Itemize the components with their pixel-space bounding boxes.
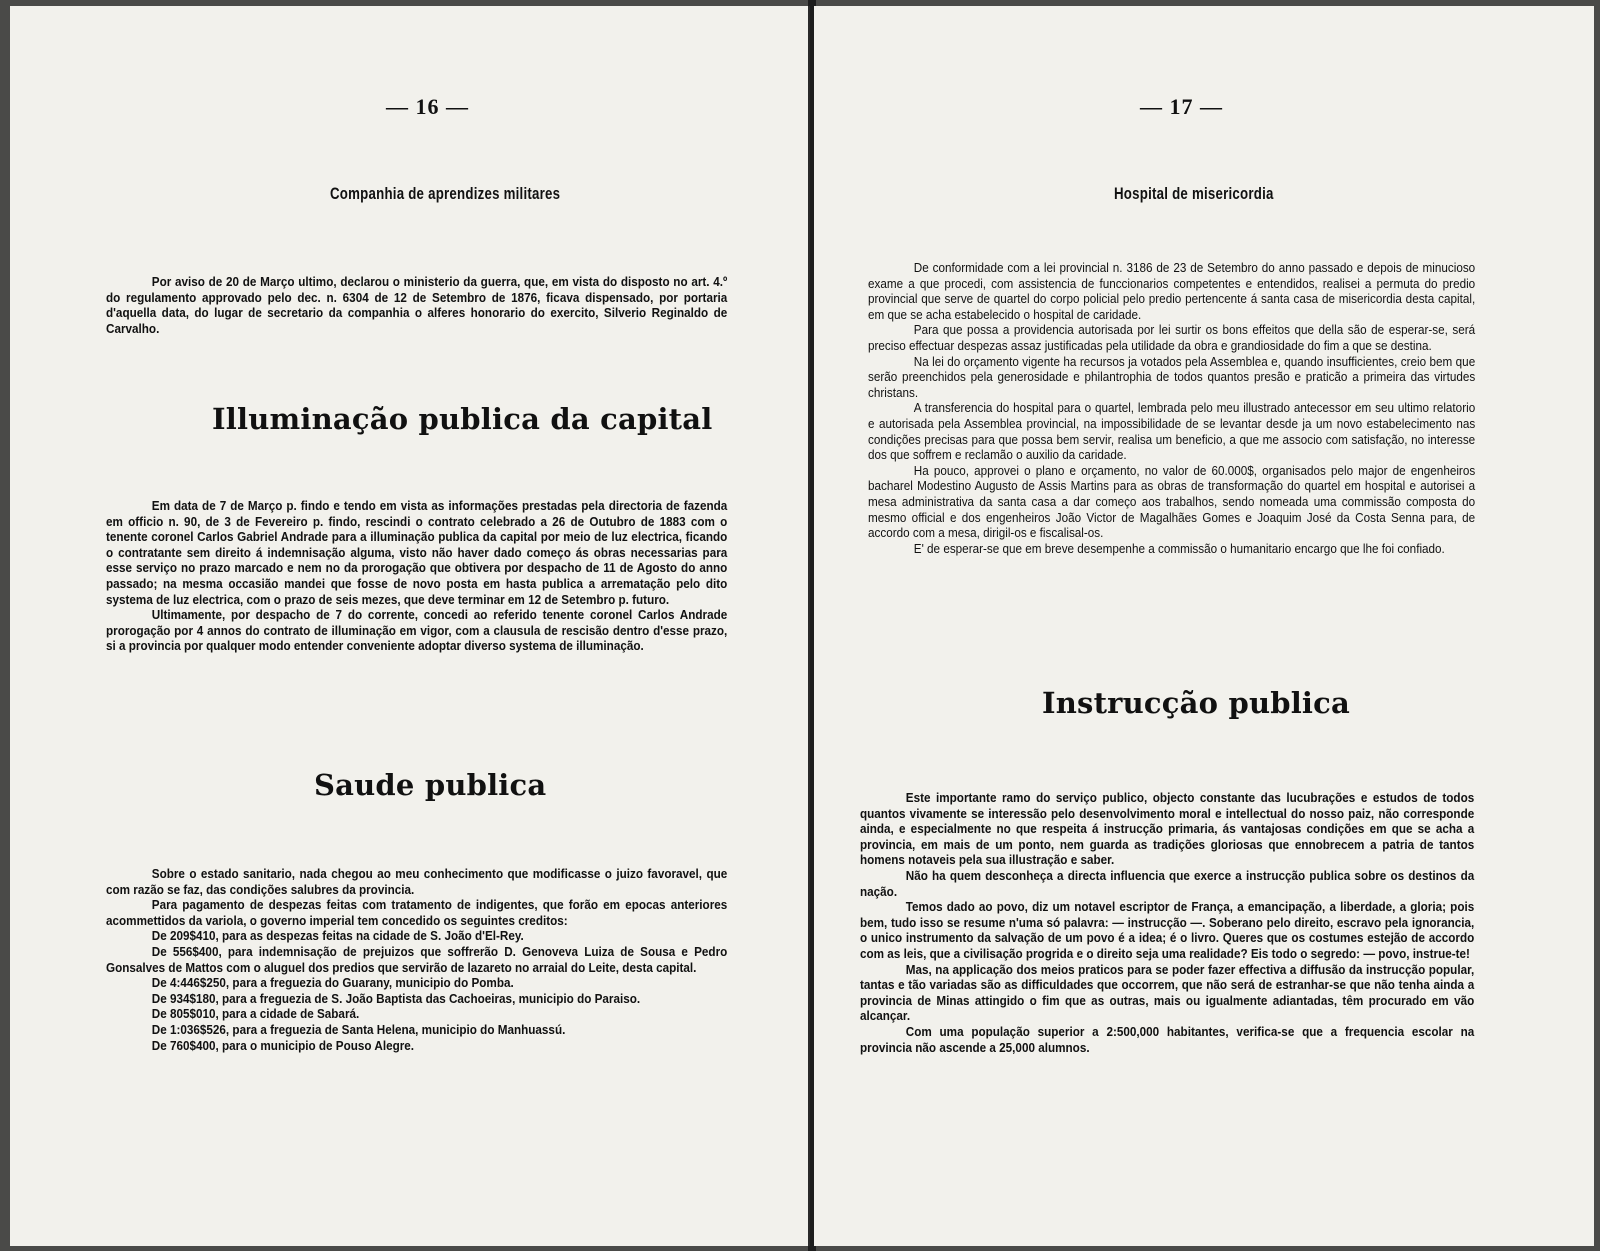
credit-item: De 1:036$526, para a freguezia de Santa Helena, municipio do Manhuassú. (151, 1021, 566, 1037)
paragraph: E' de esperar-se que em breve desempenhe a commissão o humanitario encargo que lhe foi confiado. (913, 540, 1445, 556)
right-page (814, 6, 1594, 1246)
paragraph: Ultimamente, por despacho de 7 do corrente, concedi ao referido tenente coronel Carlos Andrade prorogação por 4 annos do contrato de illuminação em vigor, com a clausula de rescisão dentro d'esse prazo, si a provincia por qualquer modo entender conveniente adoptar diverso systema de illuminação. (106, 607, 728, 654)
paragraph: Na lei do orçamento vigente ha recursos ja votados pela Assemblea e, quando insufficientes, creio bem que serão preenchidos pela generosidade e philantrophia de todos quantos presão e praticão a primeira das virtudes christans. (868, 353, 1476, 400)
left-page (10, 6, 810, 1246)
hospital-text (868, 260, 1475, 556)
paragraph: Sobre o estado sanitario, nada chegou ao meu conhecimento que modificasse o juizo favoravel, que com razão se faz, das condições salubres da provincia. (106, 866, 728, 897)
illuminacao-text (106, 498, 727, 654)
paragraph: Temos dado ao povo, diz um notavel escriptor de França, a emancipação, a liberdade, a gloria; pois bem, tudo isso se resume n'uma só palavra: — instrucção —. Soberano pelo direito, escravo pela ignorancia, o unico instrumento da salvação de um povo é a idea; é o livro. Queres que os costumes estejão de accordo com as leis, que a civilisação progrida e o direito seja uma realidade? Eis todo o segredo: — povo, instrue-te! (860, 899, 1475, 961)
paragraph: Mas, na applicação dos meios praticos para se poder fazer effectiva a diffusão da instrucção popular, tantas e tão variadas são as difficuldades que occorrem, que não será de estranhar-se que não tenha ainda a provincia de Minas attingido o fim que as outras, mais ou igualmente adiantadas, têm procurado em vão alcançar. (860, 961, 1475, 1024)
paragraph: Em data de 7 de Março p. findo e tendo em vista as informações prestadas pela directoria de fazenda em officio n. 90, de 3 de Fevereiro p. findo, rescindi o contrato celebrado a 26 de Outubro de 1883 com o tenente coronel Carlos Gabriel Andrade para a illuminação publica da capital por meio de luz electrica, ficando o contratante sem direito á indemnisação alguma, visto não haver dado começo ás obras necessarias para esse serviço no prazo marcado e nem no da prorogação que obtivera por despacho de 11 de Agosto do anno passado; na mesma occasião mandei que fosse de novo posta em hasta publica a arrematação pelo dito systema de luz electrica, com o prazo de seis mezes, que deve terminar em 12 de Setembro p. futuro. (106, 498, 728, 607)
credit-item: De 556$400, para indemnisação de prejuizos que soffrerão D. Genoveva Luiza de Sousa e Pedro Gonsalves de Mattos com o aluguel dos predios que servirão de lazareto no arraial do Leite, desta capital. (106, 943, 728, 975)
paragraph: Este importante ramo do serviço publico, objecto constante das lucubrações e estudos de todos quantos vivamente se interessão pelo desenvolvimento moral e intellectual do nosso paiz, não corresponde ainda, e especialmente no que respeita á instrucção primaria, ás vantajosas condições em que se acha a provincia, em mais de um ponto, nem guarda as tradições gloriosas que ennobrecem a patria de tantos homens notaveis pela sua illustração e saber. (860, 790, 1475, 868)
page-number-left: — 16 — (386, 94, 469, 119)
section-title-illuminacao: Illuminação publica da capital (212, 402, 713, 436)
paragraph: Com uma população superior a 2:500,000 habitantes, verifica-se que a frequencia escolar na provincia não ascende a 25,000 alumnos. (860, 1023, 1475, 1055)
credit-item: De 934$180, para a freguezia de S. João Baptista das Cachoeiras, municipio do Paraiso. (151, 990, 641, 1006)
paragraph: Não ha quem desconheça a directa influencia que exerce a instrucção publica sobre os destinos da nação. (860, 867, 1475, 899)
section-title-saude: Saude publica (314, 768, 547, 802)
paragraph: A transferencia do hospital para o quartel, lembrada pelo meu illustrado antecessor em seu ultimo relatorio e autorisada pela Assemblea provincial, na impossibilidade de se levantar desde ja um novo estabelecimento nas condições precisas para que possa bem servir, realisa um beneficio, a que me associo com satisfação, no interesse dos que soffrem e reclamão o auxilio da caridade. (868, 400, 1476, 463)
credit-item: De 209$410, para as despezas feitas na cidade de S. João d'El-Rey. (151, 928, 524, 944)
section-title-hospital: Hospital de misericordia (1114, 184, 1274, 203)
credit-item: De 4:446$250, para a freguezia do Guarany, municipio do Pomba. (151, 975, 514, 991)
credit-item: De 760$400, para o municipio de Pouso Alegre. (151, 1037, 415, 1053)
paragraph: De conformidade com a lei provincial n. 3186 de 23 de Setembro do anno passado e depois de minucioso exame a que procedi, com assistencia de funccionarios competentes e entendidos, realisei a permuta do predio provincial que serve de quartel do corpo policial pelo predio pertencente á santa casa de misericordia desta capital, em que se acha estabelecido o hospital de caridade. (868, 260, 1476, 322)
page-number-right: — 17 — (1140, 94, 1223, 119)
paragraph: Por aviso de 20 de Março ultimo, declarou o ministerio da guerra, que, em vista do disposto no art. 4.º do regulamento approvado pelo dec. n. 6304 de 12 de Setembro de 1876, ficava dispensado, por portaria d'aquella data, do lugar de secretario da companhia o alferes honorario do exercito, Silverio Reginaldo de Carvalho. (106, 274, 728, 336)
saude-text (106, 866, 727, 1053)
section-title-instruccao: Instrucção publica (1042, 686, 1351, 720)
credit-item: De 805$010, para a cidade de Sabará. (151, 1006, 360, 1022)
paragraph: Ha pouco, approvei o plano e orçamento, no valor de 60.000$, organisados pelo major de engenheiros bacharel Modestino Augusto de Assis Martins para as obras de transformação do quartel em hospital e autorisei a mesa administrativa da santa casa a dar começo aos trabalhos, sendo nomeada uma commissão composta do mesmo official e dos engenheiros João Victor de Magalhães Gomes e Joaquim José da Costa Senna para, de accordo com a mesa, dirigil-os e fiscalisal-os. (868, 462, 1476, 541)
section-title-companhia: Companhia de aprendizes militares (330, 184, 561, 203)
paragraph: Para pagamento de despezas feitas com tratamento de indigentes, que forão em epocas anteriores acommettidos da variola, o governo imperial tem concedido os seguintes creditos: (106, 897, 728, 928)
instruccao-text (860, 790, 1474, 1055)
companhia-text (106, 274, 727, 336)
paragraph: Para que possa a providencia autorisada por lei surtir os bons effeitos que della são de esperar-se, será preciso effectuar despezas assaz justificadas pela utilidade da obra e grandiosidade do fim a que se destina. (868, 322, 1476, 353)
